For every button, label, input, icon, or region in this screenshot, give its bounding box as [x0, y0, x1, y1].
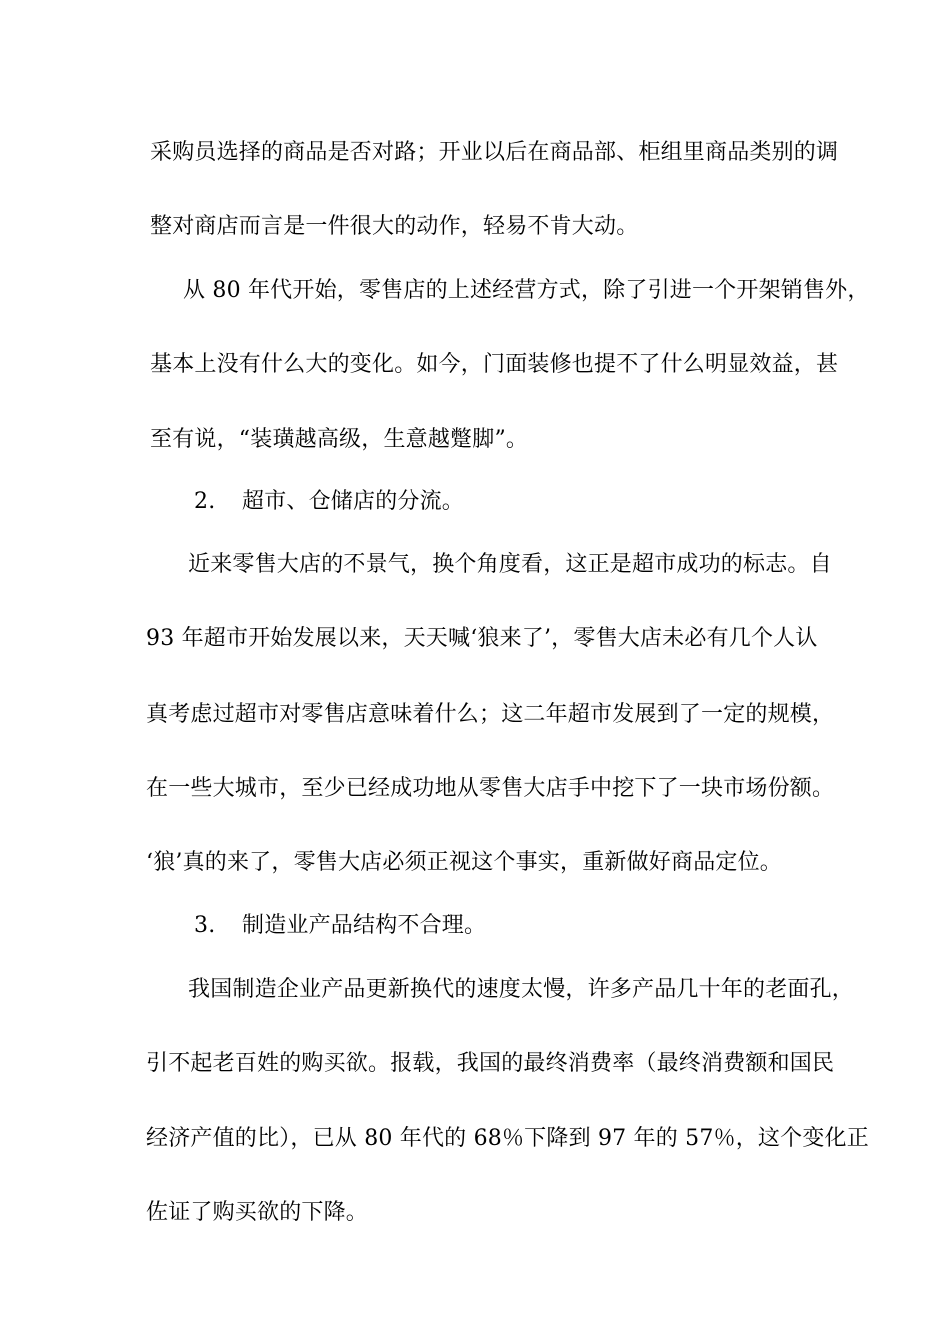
paragraph-line: 真考虑过超市对零售店意味着什么；这二年超市发展到了一定的规模，: [146, 702, 835, 727]
section-title: 制造业产品结构不合理。: [242, 913, 487, 938]
paragraph-line: 从 80 年代开始，零售店的上述经营方式，除了引进一个开架销售外，: [183, 278, 870, 303]
paragraph-line: 经济产值的比），已从 80 年代的 68％下降到 97 年的 57％，这个变化正: [146, 1126, 869, 1151]
section-number: 3.: [194, 913, 216, 938]
paragraph-line: 引不起老百姓的购买欲。报载，我国的最终消费率（最终消费额和国民: [146, 1051, 835, 1076]
paragraph-line: 基本上没有什么大的变化。如今，门面装修也提不了什么明显效益，甚: [150, 352, 839, 377]
paragraph-line: 93 年超市开始发展以来，天天喊‘狼来了’，零售大店未必有几个人认: [146, 626, 818, 651]
paragraph-line: ‘狼’真的来了，零售大店必须正视这个事实，重新做好商品定位。: [146, 850, 782, 875]
section-heading: [194, 487, 464, 517]
section-title: 超市、仓储店的分流。: [242, 489, 465, 514]
section-heading: [194, 911, 486, 941]
paragraph-line: 佐证了购买欲的下降。: [146, 1200, 369, 1225]
paragraph-line: 近来零售大店的不景气，换个角度看，这正是超市成功的标志。自: [188, 552, 832, 577]
paragraph-line: 至有说，“装璜越高级，生意越蹩脚”。: [150, 427, 529, 452]
section-number: 2.: [194, 489, 216, 514]
paragraph-line: 整对商店而言是一件很大的动作，轻易不肯大动。: [150, 214, 639, 239]
paragraph-line: 采购员选择的商品是否对路；开业以后在商品部、柜组里商品类别的调: [150, 140, 839, 165]
paragraph-line: 我国制造企业产品更新换代的速度太慢，许多产品几十年的老面孔，: [188, 977, 855, 1002]
paragraph-line: 在一些大城市，至少已经成功地从零售大店手中挖下了一块市场份额。: [146, 776, 835, 801]
